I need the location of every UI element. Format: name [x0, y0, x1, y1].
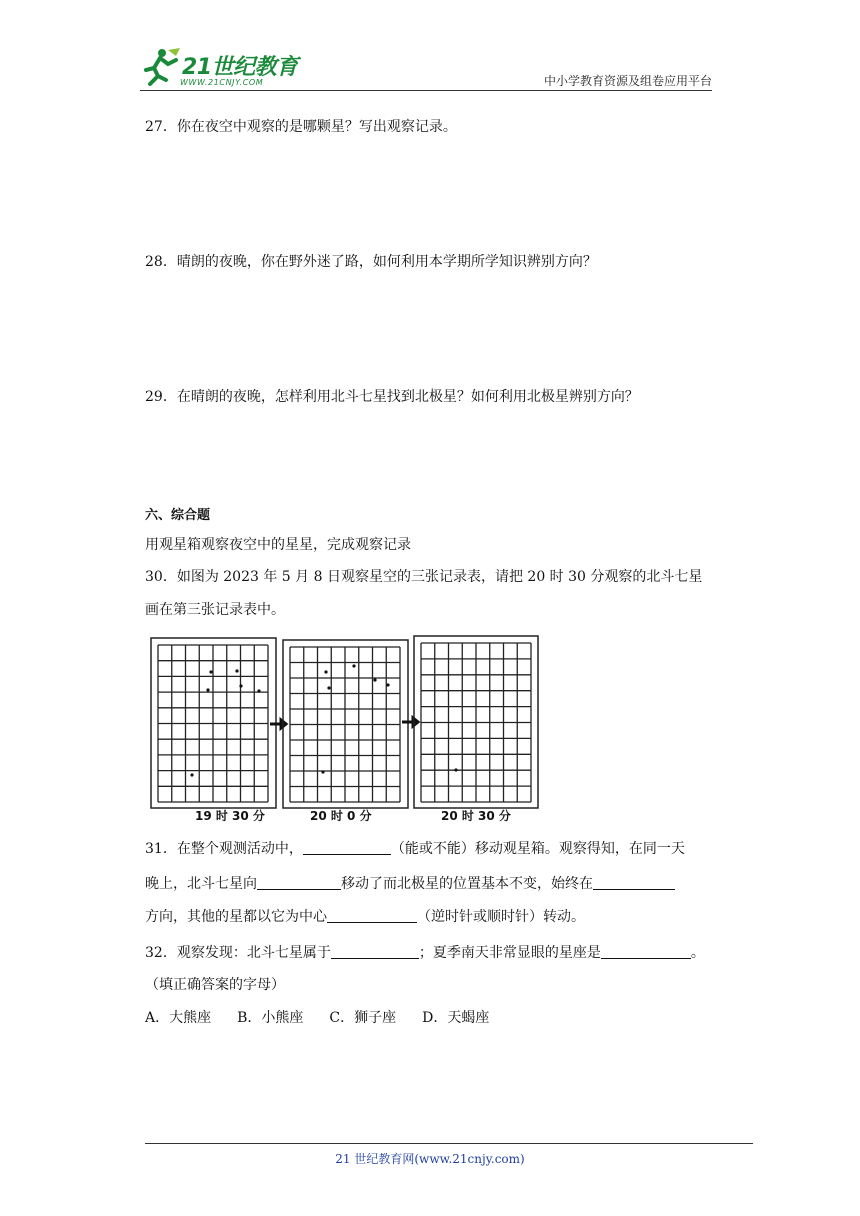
site-logo: [140, 44, 320, 90]
question-31-line3: [145, 906, 585, 927]
q31-text-2: （能或不能）移动观星箱。观察得知，在同一天: [390, 841, 685, 857]
q32-text-3: 。: [690, 945, 705, 961]
question-31-line2: [145, 873, 675, 894]
answer-blank-direction[interactable]: [257, 873, 341, 890]
answer-blank-polaris-direction[interactable]: [593, 873, 675, 890]
platform-label: 中小学教育资源及组卷应用平台: [543, 74, 712, 88]
star-charts: [145, 630, 545, 822]
question-32-options: [145, 1008, 489, 1028]
option-d: D．天蝎座: [422, 1010, 490, 1026]
footer-divider: [145, 1143, 753, 1144]
header-divider: [140, 90, 712, 91]
logo-text: 21世纪教育: [182, 55, 298, 80]
chart-2-time-label: 20 时 0 分: [310, 809, 372, 822]
answer-blank-big-dipper[interactable]: [331, 942, 419, 959]
question-30-line1: 30．如图为 2023 年 5 月 8 日观察星空的三张记录表，请把 20 时 30 分观察的北斗七星: [145, 569, 703, 585]
record-chart-3: [414, 636, 538, 822]
chart-1-time-label: 19 时 30 分: [195, 809, 265, 822]
footer-text: 21 世纪教育网(www.21cnjy.com): [335, 1152, 525, 1166]
q31-text-1: 31．在整个观测活动中，: [145, 841, 303, 857]
question-32-note: （填正确答案的字母）: [145, 977, 285, 993]
q31-text-3: 晚上，北斗七星向: [145, 876, 257, 892]
question-27: 27．你在夜空中观察的是哪颗星？写出观察记录。: [145, 119, 457, 135]
answer-blank-move[interactable]: [303, 838, 391, 855]
arrow-2-icon: [402, 718, 418, 726]
page-header: [140, 44, 712, 90]
q32-text-2: ；夏季南天非常显眼的星座是: [418, 945, 601, 961]
option-a: A．大熊座: [145, 1010, 212, 1026]
question-30-line2: 画在第三张记录表中。: [145, 602, 285, 618]
option-b: B．小熊座: [237, 1010, 304, 1026]
q32-text-1: 32．观察发现：北斗七星属于: [145, 945, 331, 961]
question-29: 29．在晴朗的夜晚，怎样利用北斗七星找到北极星？如何利用北极星辨别方向？: [145, 389, 639, 405]
chart-3-time-label: 20 时 30 分: [441, 809, 511, 822]
q31-text-4: 移动了而北极星的位置基本不变，始终在: [341, 876, 593, 892]
record-chart-1: [151, 638, 276, 822]
q31-text-5: 方向，其他的星都以它为中心: [145, 909, 327, 925]
logo-url: WWW.21CNJY.COM: [180, 78, 264, 87]
option-c: C．狮子座: [329, 1010, 397, 1026]
runner-logo-icon: [140, 46, 182, 86]
star-observation-figure: [145, 630, 545, 822]
answer-blank-summer-constellation[interactable]: [601, 942, 691, 959]
section-intro: 用观星箱观察夜空中的星星，完成观察记录: [145, 537, 411, 553]
question-32-line1: [145, 942, 705, 963]
section-title: 六、综合题: [145, 508, 211, 523]
question-28: 28．晴朗的夜晚，你在野外迷了路，如何利用本学期所学知识辨别方向？: [145, 254, 597, 270]
q31-text-6: （逆时针或顺时针）转动。: [417, 909, 585, 925]
question-31-line1: [145, 838, 685, 859]
record-chart-2: [283, 640, 408, 822]
answer-blank-rotation[interactable]: [327, 906, 417, 923]
